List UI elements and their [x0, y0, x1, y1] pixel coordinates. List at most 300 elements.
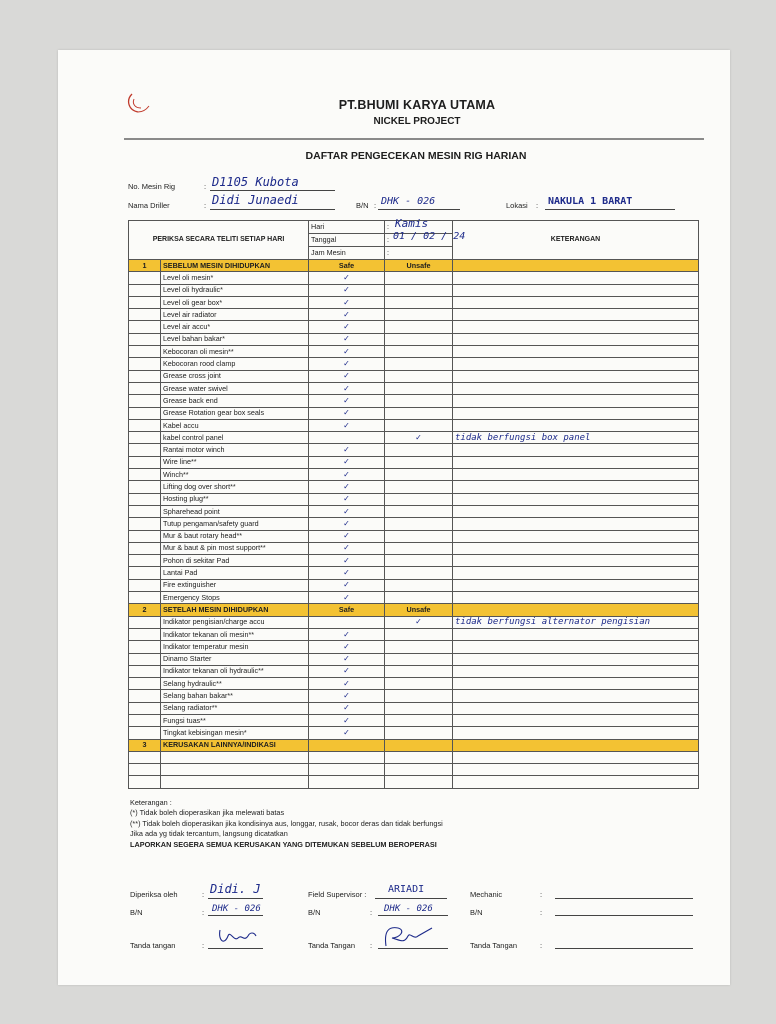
section-note-cell: [453, 604, 699, 616]
diperiksa-label: Diperiksa oleh: [130, 890, 178, 899]
row-number-cell: [129, 469, 161, 481]
notes-heading: Keterangan :: [130, 798, 172, 807]
notes-line-3: Jika ada yg tidak tercantum, langsung dicatatkan: [130, 829, 288, 839]
supervisor-value: ARIADI: [388, 884, 425, 895]
project-name: NICKEL PROJECT: [373, 116, 461, 127]
item-label: Level oli mesin*: [161, 272, 309, 284]
row-number-cell: [129, 481, 161, 493]
item-note: [453, 641, 699, 653]
safe-cell: ✓: [309, 395, 385, 407]
row-number-cell: [129, 296, 161, 308]
bn-colon: :: [374, 201, 377, 210]
item-note: [453, 456, 699, 468]
safe-cell: ✓: [309, 653, 385, 665]
item-label: Tingkat kebisingan mesin*: [161, 727, 309, 739]
row-number-cell: [129, 776, 161, 788]
unsafe-cell: [385, 714, 453, 726]
diperiksa-colon: :: [202, 890, 205, 899]
item-label: Lifting dog over short**: [161, 481, 309, 493]
item-label: Indikator tekanan oli hydraulic**: [161, 665, 309, 677]
safe-cell: [309, 776, 385, 788]
item-note: [453, 690, 699, 702]
item-note: [453, 702, 699, 714]
tanggal-colon: :: [387, 235, 389, 244]
row-number-cell: [129, 309, 161, 321]
jam-label: Jam Mesin: [309, 247, 385, 260]
item-note: [453, 592, 699, 604]
item-label: Wire line**: [161, 456, 309, 468]
row-number-cell: [129, 518, 161, 530]
item-note: [453, 296, 699, 308]
lokasi-underline: [545, 209, 675, 210]
checklist-row: [129, 714, 699, 726]
safe-cell: ✓: [309, 333, 385, 345]
checklist-row: [129, 395, 699, 407]
unsafe-cell: ✓: [385, 432, 453, 444]
mechanic-label: Mechanic: [470, 890, 503, 899]
checklist-row: [129, 358, 699, 370]
checklist-row: [129, 346, 699, 358]
safe-cell: ✓: [309, 296, 385, 308]
unsafe-cell: [385, 370, 453, 382]
checklist-row: [129, 567, 699, 579]
checklist-table: [128, 217, 699, 789]
checklist-row: [129, 370, 699, 382]
company-name: PT.BHUMI KARYA UTAMA: [338, 98, 496, 112]
safe-cell: [309, 616, 385, 628]
unsafe-header: [385, 739, 453, 751]
lokasi-colon: :: [536, 201, 539, 210]
safe-cell: ✓: [309, 641, 385, 653]
item-note: [453, 382, 699, 394]
unsafe-cell: [385, 481, 453, 493]
signature-2-icon: [380, 922, 436, 950]
mesin-value: D1105 Kubota: [212, 175, 299, 189]
safe-header: Safe: [309, 260, 385, 272]
unsafe-cell: [385, 702, 453, 714]
notes-block: [130, 798, 443, 850]
row-number-cell: [129, 628, 161, 640]
hari-colon: :: [387, 222, 389, 231]
safe-header: Safe: [309, 604, 385, 616]
section-title: SEBELUM MESIN DIHIDUPKAN: [161, 260, 309, 272]
row-number-cell: [129, 665, 161, 677]
unsafe-cell: [385, 542, 453, 554]
bn3-underline: [555, 915, 693, 916]
unsafe-cell: [385, 628, 453, 640]
tt1-colon: :: [202, 941, 205, 950]
section-header-row: [129, 604, 699, 616]
safe-cell: [309, 432, 385, 444]
item-label: Dinamo Starter: [161, 653, 309, 665]
tanggal-label: Tanggal: [309, 234, 385, 247]
tt3-colon: :: [540, 941, 543, 950]
item-note: [453, 764, 699, 776]
item-label: Kebocoran oli mesin**: [161, 346, 309, 358]
item-label: Grease Rotation gear box seals: [161, 407, 309, 419]
checklist-row: [129, 702, 699, 714]
unsafe-cell: [385, 321, 453, 333]
unsafe-cell: [385, 776, 453, 788]
item-note: [453, 370, 699, 382]
safe-cell: ✓: [309, 321, 385, 333]
safe-cell: ✓: [309, 678, 385, 690]
item-note: [453, 567, 699, 579]
checklist-row: [129, 653, 699, 665]
safe-cell: ✓: [309, 493, 385, 505]
bn3-colon: :: [540, 908, 543, 917]
checklist-row: [129, 776, 699, 788]
item-note: [453, 751, 699, 763]
safe-cell: ✓: [309, 469, 385, 481]
keterangan-header: KETERANGAN: [453, 221, 699, 260]
tanda-tangan3-label: Tanda Tangan: [470, 941, 517, 950]
checklist-row: [129, 272, 699, 284]
safe-cell: ✓: [309, 592, 385, 604]
section-title: SETELAH MESIN DIHIDUPKAN: [161, 604, 309, 616]
row-number-cell: [129, 382, 161, 394]
item-note: [453, 505, 699, 517]
safe-cell: ✓: [309, 272, 385, 284]
safe-cell: ✓: [309, 284, 385, 296]
checklist-row: [129, 493, 699, 505]
item-note: [453, 469, 699, 481]
row-number-cell: [129, 407, 161, 419]
unsafe-cell: [385, 579, 453, 591]
item-note: [453, 653, 699, 665]
bn-underline: [378, 209, 460, 210]
row-number-cell: [129, 395, 161, 407]
safe-cell: ✓: [309, 358, 385, 370]
row-number-cell: [129, 321, 161, 333]
mechanic-colon: :: [540, 890, 543, 899]
unsafe-cell: [385, 493, 453, 505]
driller-underline: [210, 209, 335, 210]
unsafe-cell: [385, 665, 453, 677]
item-note: [453, 714, 699, 726]
row-number-cell: [129, 505, 161, 517]
tt2-colon: :: [370, 941, 373, 950]
checklist-row: [129, 505, 699, 517]
checklist-row: [129, 555, 699, 567]
unsafe-cell: [385, 727, 453, 739]
checklist-row: [129, 727, 699, 739]
bn-value: DHK - 026: [381, 196, 436, 207]
tt2-underline: [378, 948, 448, 949]
item-note: [453, 407, 699, 419]
item-note: [453, 321, 699, 333]
unsafe-cell: [385, 469, 453, 481]
bn2-underline: [378, 915, 448, 916]
header-divider: [124, 138, 704, 140]
item-note: [453, 628, 699, 640]
bn2-value: DHK - 026: [384, 904, 433, 914]
item-label: Kebocoran rood clamp: [161, 358, 309, 370]
unsafe-cell: [385, 309, 453, 321]
safe-cell: ✓: [309, 481, 385, 493]
tt3-underline: [555, 948, 693, 949]
item-label: Rantai motor winch: [161, 444, 309, 456]
unsafe-cell: [385, 751, 453, 763]
item-note: [453, 493, 699, 505]
check-header: PERIKSA SECARA TELITI SETIAP HARI: [129, 221, 309, 260]
safe-cell: ✓: [309, 555, 385, 567]
checklist-row: [129, 764, 699, 776]
row-number-cell: [129, 567, 161, 579]
row-number-cell: [129, 727, 161, 739]
unsafe-cell: [385, 518, 453, 530]
unsafe-cell: [385, 592, 453, 604]
row-number-cell: [129, 641, 161, 653]
item-note: [453, 309, 699, 321]
checklist-row: [129, 456, 699, 468]
jam-colon: :: [387, 248, 389, 257]
checklist-row: [129, 309, 699, 321]
safe-cell: ✓: [309, 567, 385, 579]
diperiksa-underline: [208, 898, 263, 899]
item-label: Tutup pengaman/safety guard: [161, 518, 309, 530]
item-label: Hosting plug**: [161, 493, 309, 505]
row-number-cell: [129, 444, 161, 456]
item-note: tidak berfungsi alternator pengisian: [453, 616, 699, 628]
checklist-row: [129, 407, 699, 419]
row-number-cell: [129, 419, 161, 431]
notes-line-1: (*) Tidak boleh dioperasikan jika melewati batas: [130, 808, 285, 818]
bn-label: B/N: [356, 201, 369, 210]
safe-cell: ✓: [309, 579, 385, 591]
unsafe-cell: [385, 346, 453, 358]
section-header-row: [129, 739, 699, 751]
hari-value: Kamis: [395, 217, 429, 230]
item-label: Indikator tekanan oli mesin**: [161, 628, 309, 640]
item-label: kabel control panel: [161, 432, 309, 444]
unsafe-cell: [385, 555, 453, 567]
row-number-cell: [129, 714, 161, 726]
unsafe-cell: [385, 690, 453, 702]
tanda-tangan1-label: Tanda tangan: [130, 941, 176, 950]
item-note: [453, 555, 699, 567]
bn1-underline: [208, 915, 263, 916]
checklist-row: [129, 382, 699, 394]
bn1-label: B/N: [130, 908, 143, 917]
item-label: Mur & baut rotary head**: [161, 530, 309, 542]
unsafe-cell: ✓: [385, 616, 453, 628]
checklist-row: [129, 432, 699, 444]
row-number-cell: [129, 764, 161, 776]
section-title: KERUSAKAN LAINNYA/INDIKASI: [161, 739, 309, 751]
item-label: Grease back end: [161, 395, 309, 407]
safe-header: [309, 739, 385, 751]
checklist-row: [129, 579, 699, 591]
item-label: [161, 764, 309, 776]
item-note: tidak berfungsi box panel: [453, 432, 699, 444]
checklist-body: [129, 217, 699, 789]
info-block: [128, 175, 688, 221]
lokasi-label: Lokasi: [506, 201, 528, 210]
driller-label: Nama Driller: [128, 201, 170, 210]
unsafe-cell: [385, 641, 453, 653]
tanda-tangan2-label: Tanda Tangan: [308, 941, 355, 950]
safe-cell: ✓: [309, 727, 385, 739]
safe-cell: ✓: [309, 346, 385, 358]
signature-1-icon: [216, 926, 260, 948]
item-label: Winch**: [161, 469, 309, 481]
section-number: 3: [129, 739, 161, 751]
item-note: [453, 419, 699, 431]
row-number-cell: [129, 346, 161, 358]
row-number-cell: [129, 702, 161, 714]
item-note: [453, 579, 699, 591]
safe-cell: ✓: [309, 444, 385, 456]
item-label: Kabel accu: [161, 419, 309, 431]
bn1-value: DHK - 026: [212, 904, 261, 914]
row-number-cell: [129, 493, 161, 505]
safe-cell: ✓: [309, 714, 385, 726]
unsafe-cell: [385, 505, 453, 517]
item-note: [453, 530, 699, 542]
item-label: Pohon di sekitar Pad: [161, 555, 309, 567]
checklist-row: [129, 751, 699, 763]
row-number-cell: [129, 751, 161, 763]
diperiksa-value: Didi. J: [210, 882, 261, 896]
mesin-colon: :: [204, 182, 207, 191]
unsafe-cell: [385, 444, 453, 456]
bn1-colon: :: [202, 908, 205, 917]
lokasi-value: NAKULA 1 BARAT: [548, 196, 633, 207]
checklist-row: [129, 690, 699, 702]
hari-label: Hari: [309, 221, 385, 234]
checklist-row: [129, 296, 699, 308]
item-note: [453, 678, 699, 690]
unsafe-cell: [385, 678, 453, 690]
safe-cell: ✓: [309, 309, 385, 321]
notes-warning: LAPORKAN SEGERA SEMUA KERUSAKAN YANG DITEMUKAN SEBELUM BEROPERASI: [130, 839, 437, 849]
unsafe-cell: [385, 272, 453, 284]
row-number-cell: [129, 370, 161, 382]
unsafe-cell: [385, 456, 453, 468]
safe-cell: ✓: [309, 530, 385, 542]
notes-line-2: (**) Tidak boleh dioperasikan jika kondisinya aus, longgar, rusak, bocor deras dan tidak berfungsi: [130, 818, 443, 828]
item-note: [453, 776, 699, 788]
item-label: Fire extinguisher: [161, 579, 309, 591]
section-number: 2: [129, 604, 161, 616]
safe-cell: ✓: [309, 665, 385, 677]
row-number-cell: [129, 432, 161, 444]
item-note: [453, 358, 699, 370]
tanggal-value: 01 / 02 / 24: [393, 231, 466, 242]
checklist-row: [129, 469, 699, 481]
row-number-cell: [129, 592, 161, 604]
bn2-label: B/N: [308, 908, 321, 917]
row-number-cell: [129, 358, 161, 370]
row-number-cell: [129, 542, 161, 554]
safe-cell: ✓: [309, 407, 385, 419]
mesin-underline: [210, 190, 335, 191]
section-note-cell: [453, 260, 699, 272]
safe-cell: ✓: [309, 370, 385, 382]
item-label: Selang hydraulic**: [161, 678, 309, 690]
row-number-cell: [129, 579, 161, 591]
safe-cell: ✓: [309, 518, 385, 530]
section-note-cell: [453, 739, 699, 751]
item-note: [453, 727, 699, 739]
item-note: [453, 542, 699, 554]
safe-cell: ✓: [309, 456, 385, 468]
safe-cell: ✓: [309, 505, 385, 517]
document-page: [58, 50, 730, 985]
item-label: Level air radiator: [161, 309, 309, 321]
item-note: [453, 395, 699, 407]
unsafe-cell: [385, 764, 453, 776]
driller-colon: :: [204, 201, 207, 210]
checklist-row: [129, 444, 699, 456]
row-number-cell: [129, 333, 161, 345]
driller-value: Didi Junaedi: [212, 193, 299, 207]
checklist-row: [129, 419, 699, 431]
safe-cell: [309, 764, 385, 776]
unsafe-cell: [385, 358, 453, 370]
unsafe-cell: [385, 419, 453, 431]
checklist-row: [129, 321, 699, 333]
unsafe-header: Unsafe: [385, 260, 453, 272]
safe-cell: ✓: [309, 542, 385, 554]
item-label: Mur & baut & pin most support**: [161, 542, 309, 554]
item-label: Lantai Pad: [161, 567, 309, 579]
supervisor-underline: [375, 898, 447, 899]
tanggal-value-cell: [385, 231, 466, 247]
supervisor-label: Field Supervisor :: [308, 890, 367, 899]
item-note: [453, 333, 699, 345]
checklist-row: [129, 333, 699, 345]
safe-cell: ✓: [309, 382, 385, 394]
unsafe-cell: [385, 530, 453, 542]
checklist-row: [129, 481, 699, 493]
item-label: [161, 776, 309, 788]
item-label: Spharehead point: [161, 505, 309, 517]
item-label: Selang radiator**: [161, 702, 309, 714]
item-label: Level air accu*: [161, 321, 309, 333]
item-note: [453, 346, 699, 358]
row-number-cell: [129, 653, 161, 665]
item-note: [453, 272, 699, 284]
row-number-cell: [129, 530, 161, 542]
safe-cell: ✓: [309, 628, 385, 640]
checklist-row: [129, 616, 699, 628]
safe-cell: ✓: [309, 419, 385, 431]
unsafe-cell: [385, 284, 453, 296]
item-note: [453, 284, 699, 296]
unsafe-cell: [385, 395, 453, 407]
checklist-row: [129, 592, 699, 604]
document-title: DAFTAR PENGECEKAN MESIN RIG HARIAN: [305, 150, 527, 162]
item-label: Indikator temperatur mesin: [161, 641, 309, 653]
section-header-row: [129, 260, 699, 272]
item-label: Grease water swivel: [161, 382, 309, 394]
item-label: Level bahan bakar*: [161, 333, 309, 345]
row-number-cell: [129, 272, 161, 284]
safe-cell: ✓: [309, 702, 385, 714]
mesin-label: No. Mesin Rig: [128, 182, 176, 191]
row-number-cell: [129, 690, 161, 702]
checklist-row: [129, 518, 699, 530]
unsafe-header: Unsafe: [385, 604, 453, 616]
checklist-row: [129, 284, 699, 296]
safe-cell: ✓: [309, 690, 385, 702]
section-number: 1: [129, 260, 161, 272]
item-label: Indikator pengisian/charge accu: [161, 616, 309, 628]
item-note: [453, 481, 699, 493]
item-label: Level oli hydraulic*: [161, 284, 309, 296]
